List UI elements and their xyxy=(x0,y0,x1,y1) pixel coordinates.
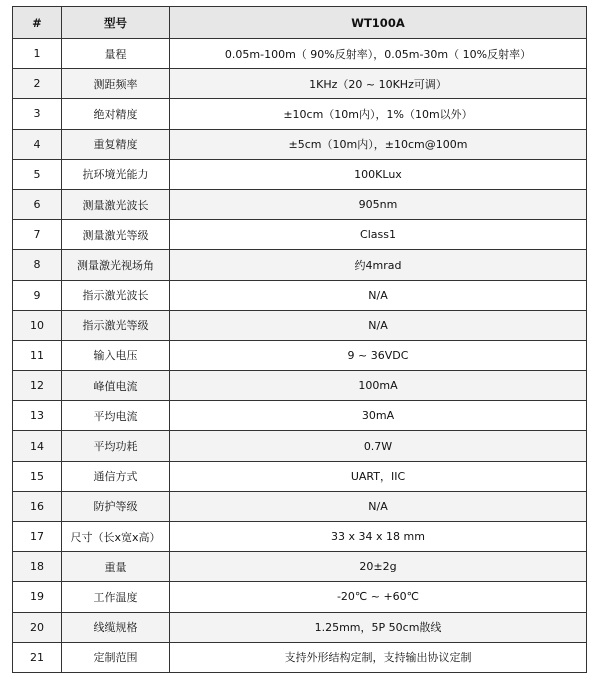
param-name: 指示激光波长 xyxy=(62,280,170,310)
row-index: 7 xyxy=(13,220,62,250)
param-value: -20℃ ~ +60℃ xyxy=(170,582,587,612)
row-index: 8 xyxy=(13,250,62,280)
table-row xyxy=(13,69,587,99)
table-row xyxy=(13,612,587,642)
param-value: Class1 xyxy=(170,220,587,250)
param-value: 33 x 34 x 18 mm xyxy=(170,522,587,552)
param-value: 0.7W xyxy=(170,431,587,461)
param-name: 峰值电流 xyxy=(62,371,170,401)
param-value: 9 ~ 36VDC xyxy=(170,340,587,370)
param-value: N/A xyxy=(170,310,587,340)
row-index: 5 xyxy=(13,159,62,189)
param-value: 支持外形结构定制，支持输出协议定制 xyxy=(170,642,587,672)
row-index: 13 xyxy=(13,401,62,431)
table-row xyxy=(13,250,587,280)
table-row xyxy=(13,491,587,521)
table-row xyxy=(13,310,587,340)
row-index: 11 xyxy=(13,340,62,370)
param-value: 100KLux xyxy=(170,159,587,189)
header-row xyxy=(13,7,587,39)
header-model: 型号 xyxy=(62,7,170,39)
row-index: 10 xyxy=(13,310,62,340)
param-name: 重复精度 xyxy=(62,129,170,159)
row-index: 2 xyxy=(13,69,62,99)
table-row xyxy=(13,129,587,159)
table-row xyxy=(13,371,587,401)
row-index: 16 xyxy=(13,491,62,521)
param-name: 平均功耗 xyxy=(62,431,170,461)
param-value: ±10cm（10m内），1%（10m以外） xyxy=(170,99,587,129)
table-row xyxy=(13,522,587,552)
param-name: 定制范围 xyxy=(62,642,170,672)
row-index: 9 xyxy=(13,280,62,310)
table-row xyxy=(13,461,587,491)
row-index: 15 xyxy=(13,461,62,491)
param-name: 抗环境光能力 xyxy=(62,159,170,189)
table-row xyxy=(13,431,587,461)
row-index: 20 xyxy=(13,612,62,642)
param-value: 20±2g xyxy=(170,552,587,582)
param-name: 通信方式 xyxy=(62,461,170,491)
table-row xyxy=(13,340,587,370)
row-index: 14 xyxy=(13,431,62,461)
param-name: 测量激光等级 xyxy=(62,220,170,250)
header-model-name: WT100A xyxy=(170,7,587,39)
table-row xyxy=(13,220,587,250)
param-value: 1.25mm，5P 50cm散线 xyxy=(170,612,587,642)
table-row xyxy=(13,99,587,129)
table-row xyxy=(13,401,587,431)
param-name: 指示激光等级 xyxy=(62,310,170,340)
table-row xyxy=(13,582,587,612)
param-value: 30mA xyxy=(170,401,587,431)
param-value: UART，IIC xyxy=(170,461,587,491)
row-index: 3 xyxy=(13,99,62,129)
param-value: 100mA xyxy=(170,371,587,401)
param-name: 尺寸（长x宽x高） xyxy=(62,522,170,552)
param-name: 平均电流 xyxy=(62,401,170,431)
row-index: 21 xyxy=(13,642,62,672)
row-index: 6 xyxy=(13,189,62,219)
param-value: 0.05m-100m（ 90%反射率），0.05m-30m（ 10%反射率） xyxy=(170,39,587,69)
table-row xyxy=(13,159,587,189)
row-index: 17 xyxy=(13,522,62,552)
param-value: 905nm xyxy=(170,189,587,219)
param-name: 量程 xyxy=(62,39,170,69)
param-name: 工作温度 xyxy=(62,582,170,612)
table-row xyxy=(13,280,587,310)
param-name: 测量激光视场角 xyxy=(62,250,170,280)
row-index: 19 xyxy=(13,582,62,612)
param-value: 1KHz（20 ~ 10KHz可调） xyxy=(170,69,587,99)
row-index: 18 xyxy=(13,552,62,582)
table-row xyxy=(13,189,587,219)
row-index: 4 xyxy=(13,129,62,159)
param-name: 重量 xyxy=(62,552,170,582)
row-index: 12 xyxy=(13,371,62,401)
param-value: N/A xyxy=(170,280,587,310)
table-row xyxy=(13,642,587,672)
table-row xyxy=(13,552,587,582)
param-name: 测量激光波长 xyxy=(62,189,170,219)
spec-table xyxy=(12,6,587,673)
param-value: ±5cm（10m内），±10cm@100m xyxy=(170,129,587,159)
param-value: N/A xyxy=(170,491,587,521)
row-index: 1 xyxy=(13,39,62,69)
param-name: 输入电压 xyxy=(62,340,170,370)
param-name: 防护等级 xyxy=(62,491,170,521)
param-name: 绝对精度 xyxy=(62,99,170,129)
param-name: 线缆规格 xyxy=(62,612,170,642)
param-value: 约4mrad xyxy=(170,250,587,280)
table-row xyxy=(13,39,587,69)
header-index: # xyxy=(13,7,62,39)
param-name: 测距频率 xyxy=(62,69,170,99)
